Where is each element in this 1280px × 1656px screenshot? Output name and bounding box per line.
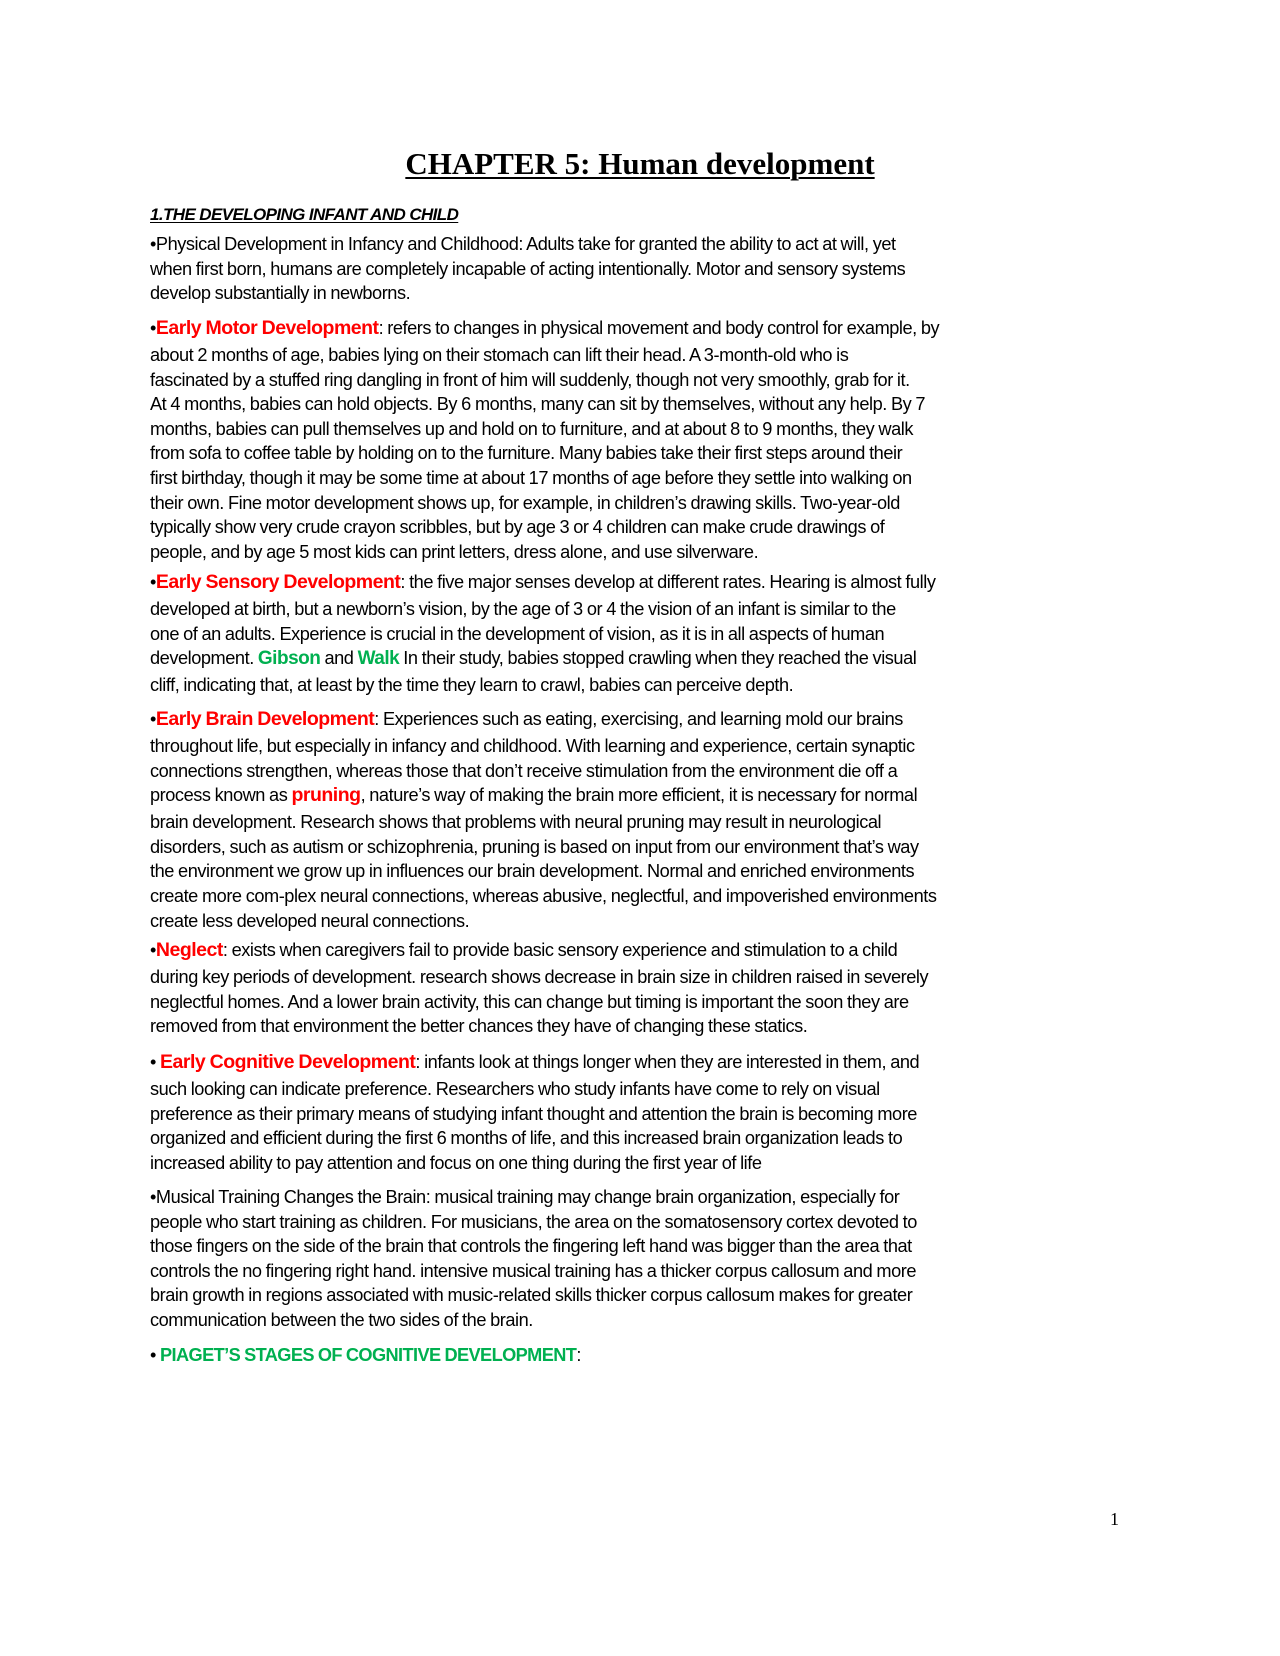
text-line: those fingers on the side of the brain that controls the fingering left hand was bigger than the area that xyxy=(150,1236,912,1257)
text-line xyxy=(150,1343,1110,1368)
text-line: throughout life, but especially in infancy and childhood. With learning and experience, certain synaptic xyxy=(150,736,915,756)
page-title xyxy=(0,146,1280,182)
term-piaget-stages: PIAGET’S STAGES OF COGNITIVE DEVELOPMENT xyxy=(160,1345,577,1365)
text-line: develop substantially in newborns. xyxy=(150,283,411,304)
text-line xyxy=(150,570,1110,597)
paragraph-neglect xyxy=(150,938,1110,1039)
text-run: and xyxy=(320,648,358,669)
text-line: brain development. Research shows that problems with neural pruning may result in neurological xyxy=(150,812,882,833)
text-line: disorders, such as autism or schizophrenia, pruning is based on input from our environment that’s way xyxy=(150,836,919,857)
text-line: brain growth in regions associated with music-related skills thicker corpus callosum makes for greater xyxy=(150,1285,913,1306)
text-line: •Musical Training Changes the Brain: musical training may change brain organization, especially for xyxy=(150,1187,900,1207)
text-line: removed from that environment the better chances they have of changing these statics. xyxy=(150,1016,808,1037)
paragraph-early-cognitive-development xyxy=(150,1050,1110,1175)
text-line: people who start training as children. For musicians, the area on the somatosensory cortex devoted to xyxy=(150,1211,917,1232)
text-line: months, babies can pull themselves up and hold on to furniture, and at about 8 to 9 months, they walk xyxy=(150,418,913,439)
text-line xyxy=(150,646,1110,673)
text-run: : exists when caregivers fail to provide basic sensory experience and stimulation to a child xyxy=(222,940,898,960)
text-line: cliff, indicating that, at least by the time they learn to crawl, babies can perceive depth. xyxy=(150,675,794,696)
text-run: : the five major senses develop at different rates. Hearing is almost fully xyxy=(400,572,936,592)
text-line: people, and by age 5 most kids can print letters, dress alone, and use silverware. xyxy=(150,541,759,562)
text-line: from sofa to coffee table by holding on to the furniture. Many babies take their first steps around their xyxy=(150,443,903,464)
researcher-gibson: Gibson xyxy=(257,648,321,670)
term-neglect: Neglect xyxy=(155,939,223,961)
text-run: : refers to changes in physical movement and body control for example, by xyxy=(378,318,940,338)
text-line: fascinated by a stuffed ring dangling in front of him will suddenly, though not very smoothly, grab for it. xyxy=(150,369,910,390)
term-early-motor-development: Early Motor Development xyxy=(155,317,379,339)
text-line: typically show very crude crayon scribbles, but by age 3 or 4 children can make crude drawings of xyxy=(150,517,885,538)
text-run: : xyxy=(576,1345,581,1365)
text-run: process known as xyxy=(150,785,292,806)
text-run: In their study, babies stopped crawling when they reached the visual xyxy=(399,648,917,669)
bullet: • xyxy=(150,940,156,960)
text-line: communication between the two sides of the brain. xyxy=(150,1309,533,1330)
text-line: controls the no fingering right hand. intensive musical training has a thicker corpus callosum and more xyxy=(150,1260,917,1281)
text-line: neglectful homes. And a lower brain activity, this can change but timing is important the soon they are xyxy=(150,991,909,1012)
text-line: create less developed neural connections. xyxy=(150,910,470,931)
text-line xyxy=(150,938,1110,965)
paragraph-physical-development xyxy=(150,232,1110,306)
researcher-walk: Walk xyxy=(357,648,400,670)
text-line: create more com-plex neural connections, whereas abusive, neglectful, and impoverished environments xyxy=(150,885,937,906)
paragraph-early-motor-development xyxy=(150,316,1110,564)
text-line: first birthday, though it may be some time at about 17 months of age before they settle into walking on xyxy=(150,467,912,488)
text-line: preference as their primary means of studying infant thought and attention the brain is becoming more xyxy=(150,1103,917,1124)
text-run: , nature’s way of making the brain more efficient, it is necessary for normal xyxy=(360,785,918,806)
text-line: developed at birth, but a newborn’s vision, by the age of 3 or 4 the vision of an infant is similar to the xyxy=(150,599,896,619)
text-line: their own. Fine motor development shows up, for example, in children’s drawing skills. Two-year-old xyxy=(150,492,900,513)
text-line xyxy=(150,783,1110,810)
text-line xyxy=(150,316,1110,343)
paragraph-early-sensory-development xyxy=(150,570,1110,698)
text-line: such looking can indicate preference. Researchers who study infants have come to rely on visual xyxy=(150,1079,880,1099)
paragraph-musical-training xyxy=(150,1185,1110,1333)
term-early-sensory-development: Early Sensory Development xyxy=(155,571,401,593)
text-line: the environment we grow up in influences our brain development. Normal and enriched environments xyxy=(150,861,915,882)
section-heading: 1.THE DEVELOPING INFANT AND CHILD xyxy=(150,205,459,224)
text-run: development. xyxy=(150,648,258,669)
text-line: increased ability to pay attention and focus on one thing during the first year of life xyxy=(150,1152,762,1173)
text-run: : infants look at things longer when they are interested in them, and xyxy=(415,1052,920,1072)
text-run: : Experiences such as eating, exercising, and learning mold our brains xyxy=(374,709,903,729)
text-line xyxy=(150,1050,1110,1077)
text-line: organized and efficient during the first 6 months of life, and this increased brain organization leads to xyxy=(150,1128,903,1149)
bullet: • xyxy=(150,709,156,729)
text-line: one of an adults. Experience is crucial in the development of vision, as it is in all aspects of human xyxy=(150,623,885,644)
page-number: 1 xyxy=(1110,1509,1119,1529)
bullet: • xyxy=(150,1345,161,1365)
text-line: •Physical Development in Infancy and Childhood: Adults take for granted the ability to act at will, yet xyxy=(150,234,896,254)
bullet: • xyxy=(150,318,156,338)
text-line: about 2 months of age, babies lying on their stomach can lift their head. A 3-month-old who is xyxy=(150,345,849,365)
paragraph-early-brain-development xyxy=(150,707,1110,933)
term-early-brain-development: Early Brain Development xyxy=(155,708,375,730)
paragraph-piaget-heading xyxy=(150,1343,1110,1368)
text-line xyxy=(150,707,1110,734)
term-early-cognitive-development: Early Cognitive Development xyxy=(160,1051,416,1073)
bullet: • xyxy=(150,572,156,592)
text-line: during key periods of development. research shows decrease in brain size in children raised in severely xyxy=(150,967,929,987)
page-title-text: CHAPTER 5: Human development xyxy=(405,146,875,181)
bullet: • xyxy=(150,1052,161,1072)
text-line: At 4 months, babies can hold objects. By 6 months, many can sit by themselves, without any help. By 7 xyxy=(150,394,926,415)
text-line: connections strengthen, whereas those that don’t receive stimulation from the environment die off a xyxy=(150,760,898,781)
text-line: when first born, humans are completely incapable of acting intentionally. Motor and sensory systems xyxy=(150,258,906,279)
term-pruning: pruning xyxy=(291,784,361,807)
